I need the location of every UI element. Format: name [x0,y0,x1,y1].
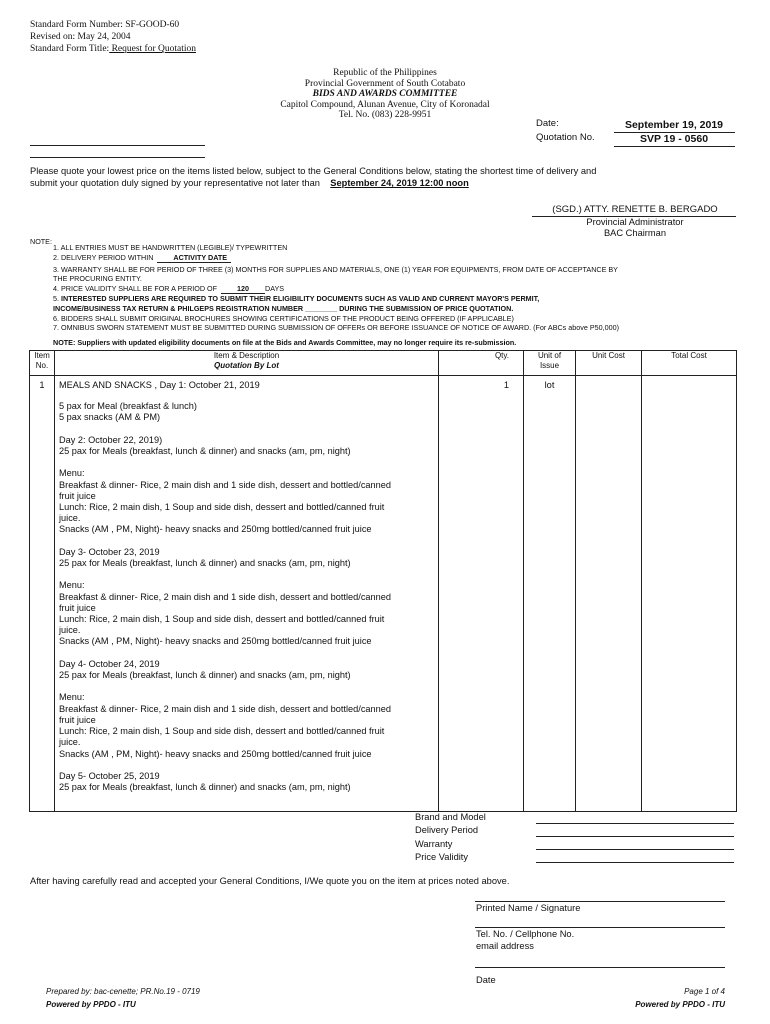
header-item-no-label: Item No. [34,351,50,370]
intro-line-1: Please quote your lowest price on the items listed below, subject to the General Conditions below, stating the shortest time of delivery and [30,166,597,176]
page-number: Page 1 of 4 [684,987,725,996]
agency-line-1: Republic of the Philippines [333,68,437,78]
note-2 [53,253,231,263]
date-value: September 19, 2019 [624,119,724,131]
tel-label: Tel. No. / Cellphone No. [476,929,575,939]
header-qty-label: Qty. [494,351,510,360]
header-description-label: Item & Description [213,351,280,360]
row-description-text: 5 pax for Meal (breakfast & lunch) 5 pax snacks (AM & PM) Day 2: October 22, 2019) 25 pax for Meals (breakfast, lunch & dinner) and snacks (am, pm, night) Menu: Breakfast & dinner- Rice, 2 main dish and 1 side dish, dessert and bottled/canned fruit juice Lunch: Rice, 2 main dish, 1 Soup and side dish, dessert and bottled/canned fruit juice. Snacks (AM , PM, Night)- heavy snacks and 250mg bottled/canned fruit juice Day 3- October 23, 2019 25 pax for Meals (breakfast, lunch & dinner) and snacks (am, pm, night) Menu: Breakfast & dinner- Rice, 2 main dish and 1 side dish, dessert and bottled/canned fruit juice Lunch: Rice, 2 main dish, 1 Soup and side dish, dessert and bottled/canned fruit juice. Snacks (AM , PM, Night)- heavy snacks and 250mg bottled/canned fruit juice Day 4- October 24, 2019 25 pax for Meals (breakfast, lunch & dinner) and snacks (am, pm, night) Menu: Breakfast & dinner- Rice, 2 main dish and 1 side dish, dessert and bottled/canned fruit juice Lunch: Rice, 2 main dish, 1 Soup and side dish, dessert and bottled/canned fruit juice. Snacks (AM , PM, Night)- heavy snacks and 250mg bottled/canned fruit juice Day 5- October 25, 2019 25 pax for Meals (breakfast, lunch & dinner) and snacks (am, pm, night) [59,401,391,793]
note-5a [53,294,539,303]
table-row [30,376,737,812]
note-5-number: 5. [53,294,59,303]
agency-line-3: BIDS AND AWARDS COMMITTEE [312,89,458,99]
supplier-address-line[interactable] [30,157,205,158]
header-unit-label: Unit of Issue [537,351,562,370]
delivery-label: Delivery Period [415,825,479,836]
header-total-cost-label: Total Cost [671,351,707,360]
powered-by-right: Powered by PPDO - ITU [635,1000,725,1009]
header-description-sub: Quotation By Lot [214,361,279,370]
intro-text [30,165,750,189]
note-5-text: INTERESTED SUPPLIERS ARE REQUIRED TO SUBMIT THEIR ELIGIBILITY DOCUMENTS SUCH AS VALID AND CURRENT MAYOR'S PERMIT, [61,294,540,303]
form-number: Standard Form Number: SF-GOOD-60 [30,20,180,30]
signatory-title-1: Provincial Administrator [586,217,684,227]
note-3a: 3. WARRANTY SHALL BE FOR PERIOD OF THREE (3) MONTHS FOR SUPPLIES AND MATERIALS, ONE (1) YEAR FOR EQUIPMENTS, FROM DATE OF ACCEPTANCE BY [53,265,618,274]
agency-line-4: Capitol Compound, Alunan Avenue, City of Koronadal [280,99,490,110]
note-7: 7. OMNIBUS SWORN STATEMENT MUST BE SUBMITTED DURING SUBMISSION OF OFFERs OR BEFORE ISSUANCE OF NOTICE OF AWARD. (For ABCs above P50,000) [53,323,620,332]
intro-line-2-text: submit your quotation duly signed by your representative not later than [30,178,320,188]
validity-field[interactable] [536,862,734,863]
row-item-no: 1 [30,376,55,812]
revised-date: Revised on: May 24, 2004 [30,32,131,42]
row-title: MEALS AND SNACKS , Day 1: October 21, 2019 [59,380,260,390]
brand-field[interactable] [536,823,734,824]
acceptance-text: After having carefully read and accepted your General Conditions, I/We quote you on the item at prices noted above. [30,876,510,886]
note-6: 6. BIDDERS SHALL SUBMIT ORIGINAL BROCHURES SHOWING CERTIFICATIONS OF THE PRODUCT BEING OFFERED (IF APPLICABLE) [53,314,514,323]
row-total-cost[interactable] [642,376,737,812]
note-2-value: ACTIVITY DATE [157,253,231,263]
quotation-underline [614,146,735,147]
row-unit: lot [524,376,576,812]
header-unit [524,351,576,376]
signature-line[interactable] [475,901,725,902]
header-description [55,351,439,376]
supplier-fields [415,811,486,864]
quotation-label: Quotation No. [536,132,595,143]
printed-name-label: Printed Name / Signature [476,903,581,913]
form-title [30,43,196,55]
notes-label: NOTE: [30,237,52,246]
note-3b: THE PROCURING ENTITY. [53,274,142,283]
row-unit-cost[interactable] [576,376,642,812]
form-title-label: Standard Form Title: [30,44,110,54]
header-unit-cost-label: Unit Cost [592,351,625,360]
agency-line-5: Tel. No. (083) 228-9951 [338,110,432,120]
row-description [55,376,439,812]
agency-block [0,68,770,121]
quotation-value: SVP 19 - 0560 [639,133,709,145]
signatory-name: (SGD.) ATTY. RENETTE B. BERGADO [552,204,718,215]
note-4-unit: DAYS [265,284,285,293]
note-4 [53,284,284,294]
note-1: 1. ALL ENTRIES MUST BE HANDWRITTEN (LEGIBLE)/ TYPEWRITTEN [53,243,288,252]
header-unit-cost [576,351,642,376]
note-5b: INCOME/BUSINESS TAX RETURN & PHILGEPS REGISTRATION NUMBER ________ DURING THE SUBMISSION OF PRICE QUOTATION. [53,304,514,313]
warranty-label: Warranty [415,838,453,849]
validity-label: Price Validity [415,851,469,862]
signatory-title [540,217,730,239]
header-qty [439,351,524,376]
note-4-text: 4. PRICE VALIDITY SHALL BE FOR A PERIOD OF [53,284,218,293]
powered-by-left: Powered by PPDO - ITU [46,1000,136,1009]
table-header-row [30,351,737,376]
date-line[interactable] [475,967,725,968]
note-2-text: 2. DELIVERY PERIOD WITHIN [53,253,154,262]
deadline: September 24, 2019 12:00 noon [330,178,469,188]
header-total-cost [642,351,737,376]
sign-date-label: Date [476,975,496,985]
brand-label: Brand and Model [415,812,486,822]
tel-line[interactable] [475,927,725,928]
note-4-value: 120 [221,284,265,294]
quotation-table [29,350,737,812]
header-item-no [30,351,55,376]
contact-labels [476,929,574,952]
date-label: Date: [536,118,559,129]
intro-line-2 [30,177,750,189]
signatory-title-2: BAC Chairman [603,228,666,238]
form-title-value: Request for Quotation [109,44,196,54]
row-qty: 1 [439,376,524,812]
email-label: email address [476,940,534,951]
supplier-name-line[interactable] [30,145,205,146]
warranty-field[interactable] [536,849,734,850]
delivery-field[interactable] [536,836,734,837]
eligibility-note: NOTE: Suppliers with updated eligibility documents on file at the Bids and Awards Committee, may no longer require its re-submission. [53,338,517,347]
agency-line-2: Provincial Government of South Cotabato [304,78,466,89]
prepared-by: Prepared by: bac-cenette; PR.No.19 - 0719 [46,987,200,996]
